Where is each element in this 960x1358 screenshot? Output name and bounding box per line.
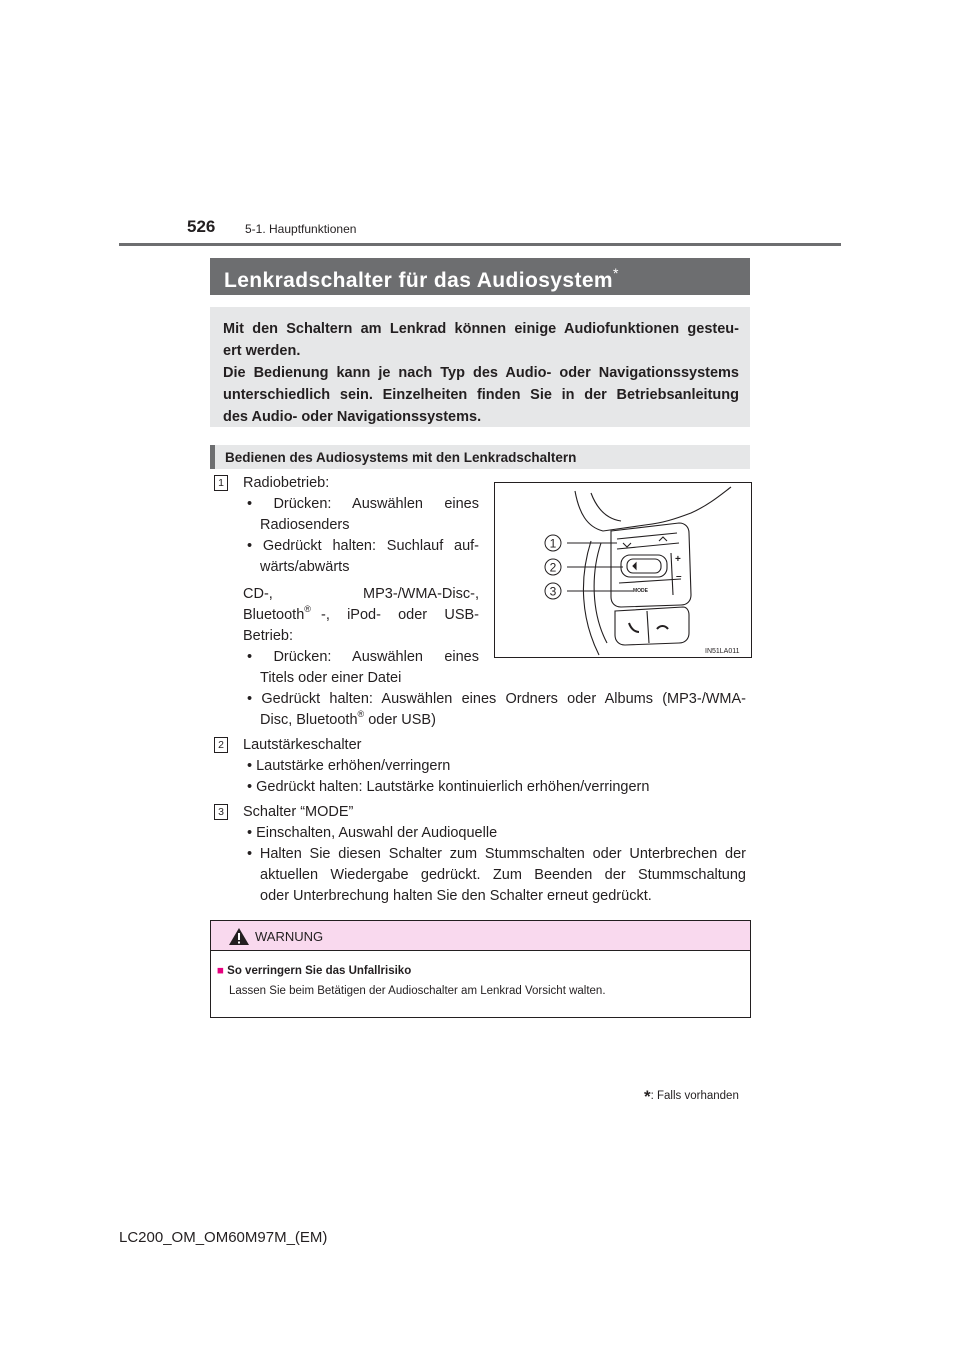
volume-plus-label: + <box>675 554 681 565</box>
figure-code: IN51LA011 <box>705 648 740 655</box>
page-number: 526 <box>187 217 216 236</box>
intro-line: unterschiedlich sein. Einzelheiten finden Sie in der Betriebsanleitung <box>223 387 739 403</box>
footnote-asterisk: * <box>644 1087 651 1106</box>
bullet: • Halten Sie diesen Schalter zum Stummschalten oder Unterbrechen der <box>247 846 746 862</box>
title-text: Lenkradschalter für das Audiosystem <box>224 269 614 292</box>
modes-line-bluetooth <box>243 605 311 626</box>
bullet: • Lautstärke erhöhen/verringern <box>247 758 451 774</box>
bullet: • Gedrückt halten: Suchlauf auf- <box>247 538 479 554</box>
steering-wheel-illustration <box>495 483 751 657</box>
intro-line: des Audio- oder Navigationssystems. <box>223 409 482 425</box>
intro-line: ert werden. <box>223 343 301 359</box>
callout-1: 1 <box>549 536 557 551</box>
section-reference: 5-1. Hauptfunktionen <box>245 222 357 236</box>
bullet-cont: oder Unterbrechung halten Sie den Schalter erneut gedrückt. <box>260 888 652 904</box>
registered-mark: ® <box>304 604 311 614</box>
document-code: LC200_OM_OM60M97M_(EM) <box>119 1229 328 1246</box>
footnote-text: : Falls vorhanden <box>650 1090 739 1102</box>
modes-line: CD-, MP3-/WMA-Disc-, <box>243 586 479 602</box>
warning-square-icon: ■ <box>217 965 224 977</box>
page-title <box>224 265 619 293</box>
warning-box <box>210 920 751 1018</box>
intro-line: Mit den Schaltern am Lenkrad können einige Audiofunktionen gesteu- <box>223 321 739 337</box>
item-number-2: 2 <box>214 737 228 753</box>
item-1-title: Radiobetrieb: <box>243 475 330 491</box>
warning-subheading-text: So verringern Sie das Unfallrisiko <box>227 965 412 977</box>
bullet: • Gedrückt halten: Lautstärke kontinuierlich erhöhen/verringern <box>247 779 650 795</box>
bullet: • Drücken: Auswählen eines <box>247 649 479 665</box>
warning-title: WARNUNG <box>255 929 324 944</box>
warning-subheading <box>217 965 411 977</box>
warning-header <box>211 921 750 951</box>
bullet: • Einschalten, Auswahl der Audioquelle <box>247 825 498 841</box>
bullet: • Drücken: Auswählen eines <box>247 496 479 512</box>
registered-mark: ® <box>357 709 365 719</box>
subheading: Bedienen des Audiosystems mit den Lenkradschaltern <box>225 450 577 465</box>
item-number-1: 1 <box>214 475 228 491</box>
intro-line: Die Bedienung kann je nach Typ des Audio- oder Navigationssystems <box>223 365 739 381</box>
subheading-stripe <box>210 445 215 469</box>
mode-switch-label: MODE <box>633 588 648 594</box>
steering-switch-figure <box>494 482 752 658</box>
warning-triangle-icon <box>228 927 250 946</box>
bullet: • Gedrückt halten: Auswählen eines Ordners oder Albums (MP3-/WMA- <box>247 691 746 707</box>
warning-text: Lassen Sie beim Betätigen der Audioschalter am Lenkrad Vorsicht walten. <box>229 985 606 997</box>
title-asterisk: * <box>613 265 619 281</box>
bluetooth-label: Disc, Bluetooth <box>260 712 358 728</box>
subheading-bar <box>210 445 750 469</box>
header-rule <box>119 243 841 246</box>
bluetooth-label: Bluetooth <box>243 607 305 623</box>
volume-minus-label: – <box>676 571 682 582</box>
bullet-cont: Titels oder einer Datei <box>260 670 402 686</box>
title-bar <box>210 258 750 295</box>
item-number-3: 3 <box>214 804 228 820</box>
intro-box <box>210 307 750 427</box>
bullet-tail: oder USB) <box>364 712 436 728</box>
callout-2: 2 <box>549 560 557 575</box>
callout-3: 3 <box>549 584 557 599</box>
modes-line-rest: -, iPod- oder USB- <box>321 607 479 623</box>
bullet-cont <box>260 710 436 731</box>
intro-text <box>223 318 739 428</box>
item-3-title: Schalter “MODE” <box>243 804 354 820</box>
footnote <box>644 1087 739 1107</box>
bullet-cont: Radiosenders <box>260 517 350 533</box>
item-2-title: Lautstärkeschalter <box>243 737 362 753</box>
bullet-cont: aktuellen Wiedergabe gedrückt. Zum Beenden der Stummschaltung <box>260 867 746 883</box>
modes-line: Betrieb: <box>243 628 293 644</box>
bullet-cont: wärts/abwärts <box>260 559 350 575</box>
